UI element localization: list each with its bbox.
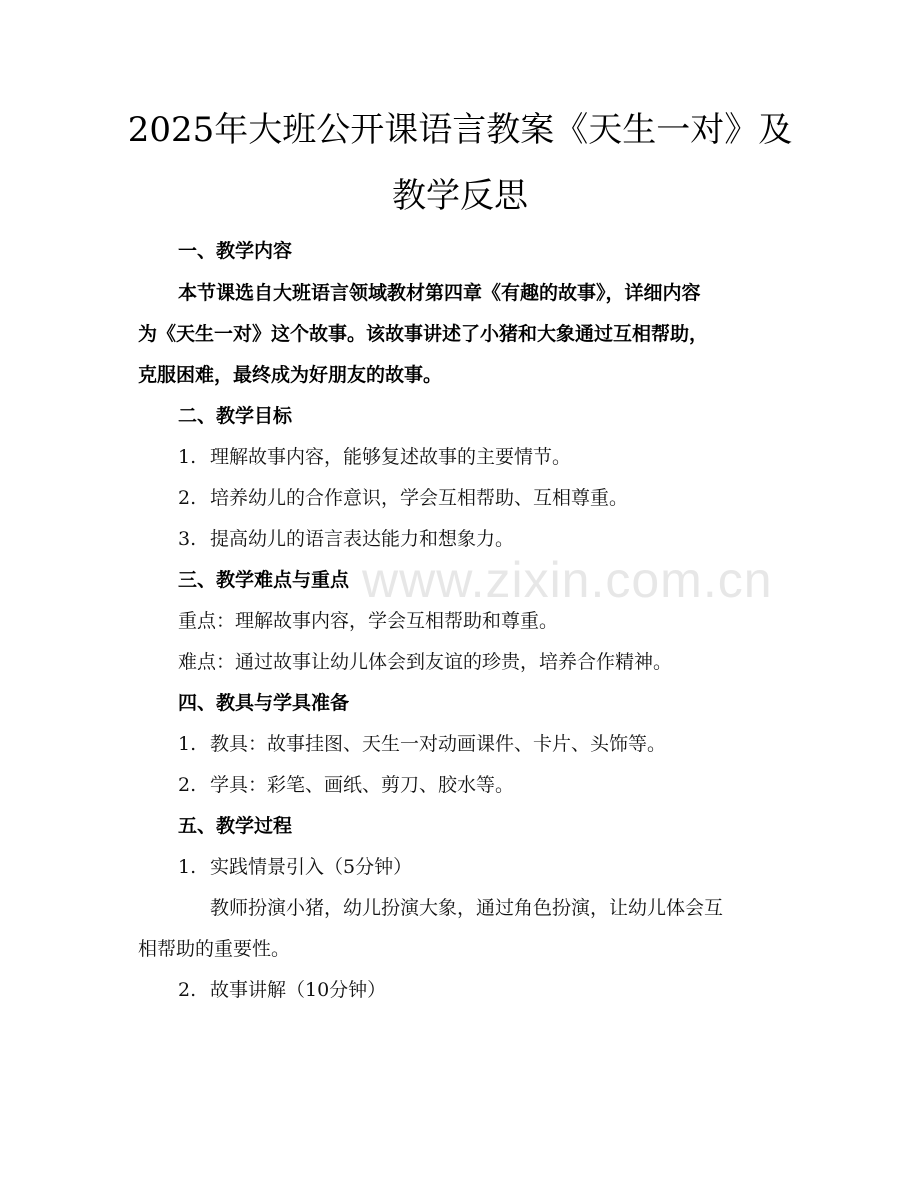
step-paragraph-line-1: 教师扮演小猪，幼儿扮演大象，通过角色扮演，让幼儿体会互	[210, 897, 724, 919]
section-heading-teaching-goals: 二、教学目标	[178, 405, 293, 427]
material-item	[178, 772, 828, 798]
content-paragraph-line-1: 本节课选自大班语言领域教材第四章《有趣的故事》，详细内容	[178, 282, 701, 304]
step-number: 2.	[178, 979, 197, 1001]
goal-item	[178, 444, 828, 470]
step-text: 故事讲解（10分钟）	[210, 979, 387, 1001]
material-number: 2.	[178, 774, 197, 796]
section-heading-teaching-content: 一、教学内容	[178, 240, 293, 262]
key-point-text: 重点：理解故事内容，学会互相帮助和尊重。	[178, 610, 559, 632]
goal-text: 提高幼儿的语言表达能力和想象力。	[210, 528, 515, 550]
content-paragraph-line-2: 为《天生一对》这个故事。该故事讲述了小猪和大象通过互相帮助，	[138, 323, 709, 345]
process-step	[178, 854, 828, 880]
section-heading-materials: 四、教具与学具准备	[178, 692, 350, 714]
goal-text: 培养幼儿的合作意识，学会互相帮助、互相尊重。	[210, 487, 629, 509]
goal-item	[178, 526, 828, 552]
step-text: 实践情景引入（5分钟）	[210, 856, 413, 878]
step-paragraph-line-2: 相帮助的重要性。	[138, 938, 291, 960]
document-title-line-2: 教学反思	[392, 176, 528, 216]
section-heading-teaching-process: 五、教学过程	[178, 815, 293, 837]
section-heading-key-points: 三、教学难点与重点	[178, 569, 350, 591]
material-text: 教具：故事挂图、天生一对动画课件、卡片、头饰等。	[210, 733, 667, 755]
watermark-text: www.zixin.com.cn	[362, 552, 773, 608]
content-paragraph-line-3: 克服困难，最终成为好朋友的故事。	[138, 364, 443, 386]
process-step	[178, 977, 828, 1003]
material-item	[178, 731, 828, 757]
goal-number: 2.	[178, 487, 197, 509]
document-title-line-1: 2025年大班公开课语言教案《天生一对》及	[127, 110, 793, 150]
step-number: 1.	[178, 856, 197, 878]
goal-text: 理解故事内容，能够复述故事的主要情节。	[210, 446, 572, 468]
material-number: 1.	[178, 733, 197, 755]
goal-number: 3.	[178, 528, 197, 550]
material-text: 学具：彩笔、画纸、剪刀、胶水等。	[210, 774, 515, 796]
difficulty-text: 难点：通过故事让幼儿体会到友谊的珍贵，培养合作精神。	[178, 651, 673, 673]
goal-item	[178, 485, 828, 511]
goal-number: 1.	[178, 446, 197, 468]
